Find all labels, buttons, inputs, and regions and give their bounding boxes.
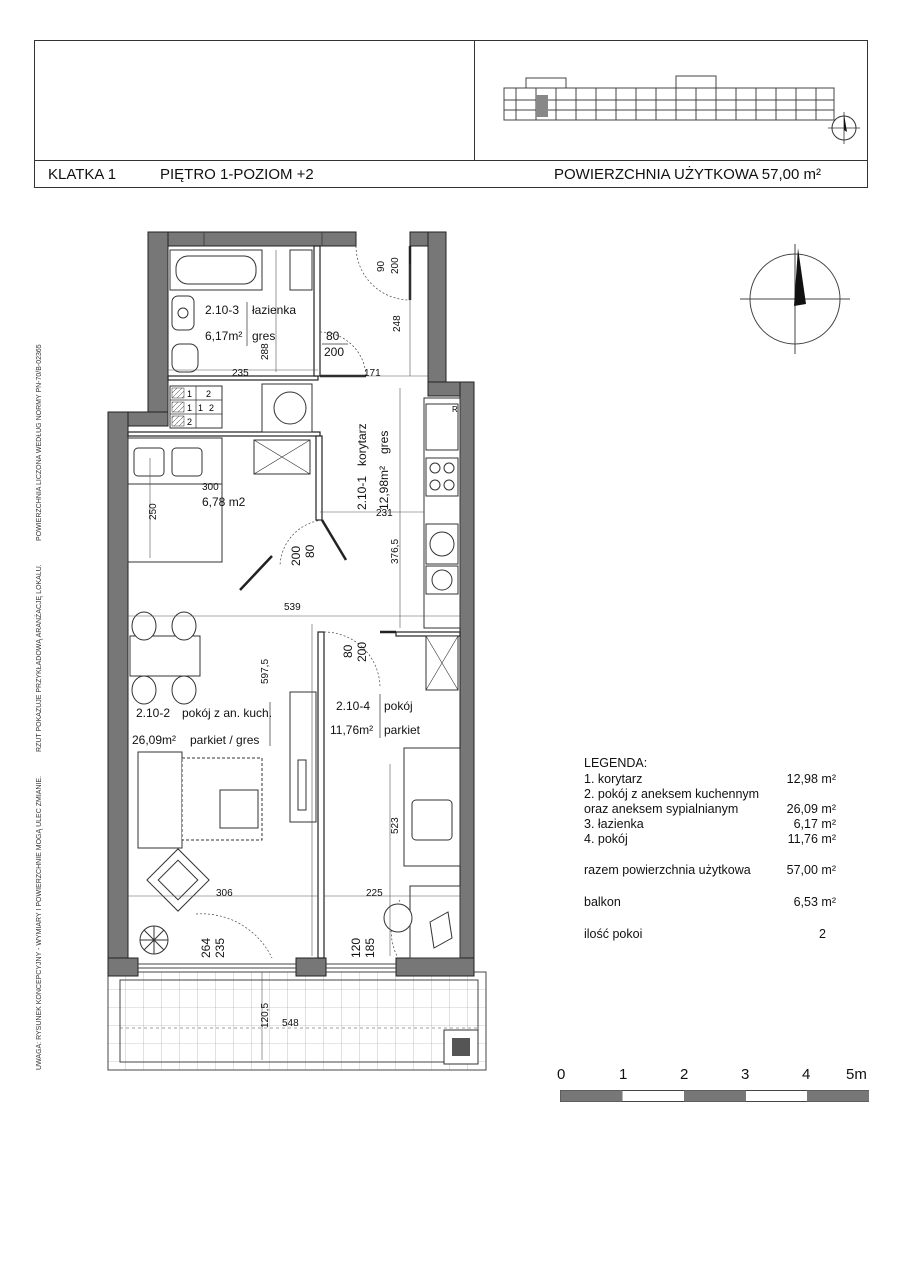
dim-text: 200	[289, 545, 303, 566]
bath-room-floor: gres	[252, 329, 276, 343]
corridor-floor: gres	[377, 430, 391, 454]
dim-text: 80	[303, 544, 317, 558]
dim-text: 235	[213, 937, 227, 958]
dim-text: 248	[392, 315, 403, 332]
dim-text: 200	[390, 257, 401, 274]
legend-rooms	[584, 927, 836, 942]
dim-text: 548	[282, 1018, 299, 1029]
counter-label: 1	[187, 403, 193, 413]
corridor-id: 2.10-1	[355, 475, 369, 510]
stairwell-label: KLATKA 1	[48, 166, 117, 183]
dim-text: 306	[216, 888, 233, 899]
legend	[584, 756, 836, 942]
toilet	[172, 344, 198, 372]
dim-text: 80	[341, 644, 355, 658]
room4-area: 11,76m²	[330, 723, 374, 737]
disclaimer-note-3: POWIERZCHNIA LICZONA WEDŁUG NORMY PN-70/B-02365	[36, 344, 43, 541]
counter-label: 2	[206, 389, 212, 399]
bedroom-area: 6,78 m2	[202, 495, 246, 509]
legend-title: LEGENDA:	[584, 756, 648, 770]
legend-label: ilość pokoi	[584, 927, 643, 941]
key-plan-compass-icon	[826, 110, 862, 146]
legend-item	[584, 832, 836, 847]
legend-value: 6,53 m²	[793, 895, 836, 909]
counter-label: 1	[198, 403, 204, 413]
dim-text: 376,5	[390, 538, 401, 564]
bedroom-dimension: 300	[202, 482, 219, 493]
north-arrow-icon	[740, 244, 850, 354]
legend-label: 2. pokój z aneksem kuchennym	[584, 787, 760, 801]
dim-text: 264	[199, 937, 213, 958]
floor-label: PIĘTRO 1-POZIOM +2	[160, 166, 314, 183]
counter-label: 2	[187, 417, 193, 427]
kitchen-units	[424, 398, 460, 690]
legend-item	[584, 772, 836, 787]
dim-text: 120,5	[260, 1002, 271, 1028]
floor-plan	[100, 225, 500, 1075]
corridor-label	[355, 423, 391, 510]
legend-label: 4. pokój	[584, 832, 628, 846]
legend-value: 6,17 m²	[793, 817, 836, 831]
dim-text: 523	[390, 817, 401, 834]
room4-furniture	[384, 748, 460, 958]
sofa	[138, 752, 262, 848]
dining-set	[130, 612, 200, 704]
scale-label: 1	[619, 1066, 628, 1083]
living-room-area: 26,09m²	[132, 733, 177, 747]
counter-label: 1	[187, 389, 193, 399]
legend-label: 3. łazienka	[584, 817, 644, 831]
legend-item	[584, 787, 836, 802]
dim-text: 171	[364, 368, 381, 379]
dim-text: 225	[366, 888, 383, 899]
usable-area-label: POWIERZCHNIA UŻYTKOWA 57,00 m²	[554, 166, 821, 183]
dim-text: 90	[376, 260, 387, 272]
dim-text: 80	[326, 329, 340, 343]
armchair	[147, 849, 209, 911]
disclaimer-note-1: UWAGA: RYSUNEK KONCEPCYJNY - WYMIARY I POWIERZCHNIE MOGĄ ULEC ZMIANIE.	[36, 775, 43, 1070]
counter-cabinet	[170, 386, 222, 428]
scale-label: 4	[802, 1066, 811, 1083]
bath-room-name: łazienka	[252, 303, 297, 317]
legend-label: balkon	[584, 895, 621, 909]
plant-icon	[140, 926, 168, 954]
scale-label: 0	[557, 1066, 566, 1083]
title-block-rule	[34, 160, 868, 161]
scale-label: 2	[680, 1066, 689, 1083]
scale-bar	[560, 1090, 870, 1104]
legend-balcony	[584, 895, 836, 910]
scale-label: 5m	[846, 1066, 867, 1083]
scale-label: 3	[741, 1066, 750, 1083]
dim-text: 235	[232, 368, 249, 379]
shower-fixture	[290, 250, 312, 290]
dim-text: 200	[355, 641, 369, 662]
legend-value: 11,76 m²	[787, 832, 836, 846]
corridor-area: 12,98m²	[377, 465, 391, 510]
corridor-name: korytarz	[355, 423, 369, 466]
legend-total	[584, 863, 836, 878]
legend-item	[584, 802, 836, 817]
disclaimer-note-2: RZUT POKAZUJE PRZYKŁADOWĄ ARANŻACJĘ LOKALU.	[36, 564, 43, 752]
legend-value: 2	[819, 927, 826, 941]
bath-room-area: 6,17m²	[205, 329, 243, 343]
dim-text: 539	[284, 602, 301, 613]
legend-label: 1. korytarz	[584, 772, 643, 786]
legend-value: 57,00 m²	[786, 863, 836, 877]
room4-name: pokój	[384, 699, 413, 713]
dim-text: 288	[260, 343, 271, 360]
legend-value: 12,98 m²	[786, 772, 836, 786]
living-room-name: pokój z an. kuch.	[182, 706, 273, 720]
dim-text: 250	[148, 503, 159, 520]
cooktop	[426, 458, 458, 496]
title-block-divider	[474, 40, 475, 160]
legend-label: razem powierzchnia użytkowa	[584, 863, 751, 877]
legend-label: oraz aneksem sypialnianym	[584, 802, 739, 816]
dim-text: 185	[363, 937, 377, 958]
bath-room-id: 2.10-3	[205, 303, 240, 317]
fridge-label: R	[452, 405, 458, 414]
dim-text: 200	[324, 345, 345, 359]
dim-text: 231	[376, 508, 393, 519]
living-room-floor: parkiet / gres	[190, 733, 260, 747]
apartment-location-marker	[536, 95, 548, 117]
dim-text: 597,5	[260, 658, 271, 684]
building-key-plan	[496, 70, 836, 140]
living-room-id: 2.10-2	[136, 706, 171, 720]
door-swings	[196, 246, 410, 958]
counter-label: 2	[209, 403, 215, 413]
dim-text: 120	[349, 937, 363, 958]
legend-value: 26,09 m²	[786, 802, 836, 816]
legend-item	[584, 817, 836, 832]
room4-floor: parkiet	[384, 723, 421, 737]
room4-id: 2.10-4	[336, 699, 371, 713]
